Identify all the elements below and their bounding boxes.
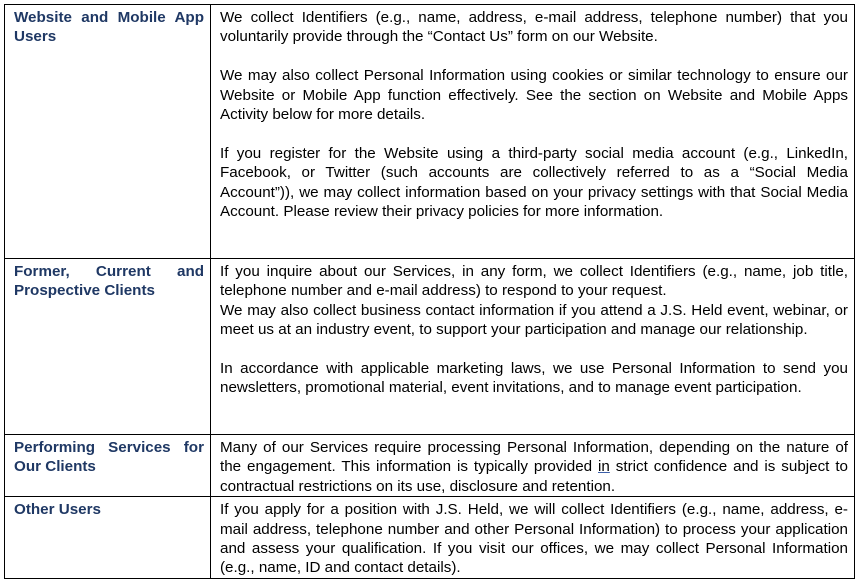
text-segment: Many of our Services require processing Personal Information, depending on the nature of the engagement. This information is typically provided [220, 439, 848, 476]
description-cell [211, 5, 855, 259]
paragraph-gap [220, 124, 848, 143]
text-segment: strict confidence and is subject to contractual restrictions on its use, disclosure and retention. [220, 458, 848, 495]
description-cell [211, 259, 855, 435]
paragraph: We may also collect Personal Information using cookies or similar technology to ensure our Website or Mobile App function effectively. See the section on Website and Mobile Apps Activity below for more details. [220, 67, 848, 124]
category-cell: Website and Mobile App Users [5, 5, 211, 259]
personal-information-table [4, 4, 855, 579]
paragraph: If you register for the Website using a third-party social media account (e.g., LinkedIn, Facebook, or Twitter (such accounts are collectively referred to as a “Social Media Account”)), we may collect information based on your privacy settings with that Social Media Account. Please review their privacy policies for more information. [220, 144, 848, 221]
table-row [5, 5, 855, 259]
description-cell [211, 435, 855, 497]
paragraph [220, 438, 848, 496]
paragraph-gap [220, 47, 848, 66]
category-cell: Performing Services for Our Clients [5, 435, 211, 497]
paragraph: In accordance with applicable marketing laws, we use Personal Information to send you newsletters, promotional material, event invitations, and to manage event participation. [220, 360, 848, 397]
underlined-word: in [598, 458, 610, 476]
description-cell [211, 497, 855, 579]
table-row [5, 259, 855, 435]
paragraph: We collect Identifiers (e.g., name, address, e-mail address, telephone number) that you voluntarily provide through the “Contact Us” form on our Website. [220, 9, 848, 46]
table-row [5, 497, 855, 579]
paragraph: We may also collect business contact information if you attend a J.S. Held event, webinar, or meet us at an industry event, to support your participation and manage our relationship. [220, 301, 848, 339]
category-cell: Former, Current and Prospective Clients [5, 259, 211, 435]
category-cell: Other Users [5, 497, 211, 579]
paragraph: If you inquire about our Services, in any form, we collect Identifiers (e.g., name, job title, telephone number and e-mail address) to respond to your request. [220, 263, 848, 300]
paragraph-gap [220, 340, 848, 359]
table-row [5, 435, 855, 497]
paragraph: If you apply for a position with J.S. Held, we will collect Identifiers (e.g., name, address, e-mail address, telephone number and other Personal Information) to process your application and assess your qualification. If you visit our offices, we may collect Personal Information (e.g., name, ID and contact details). [220, 501, 848, 577]
